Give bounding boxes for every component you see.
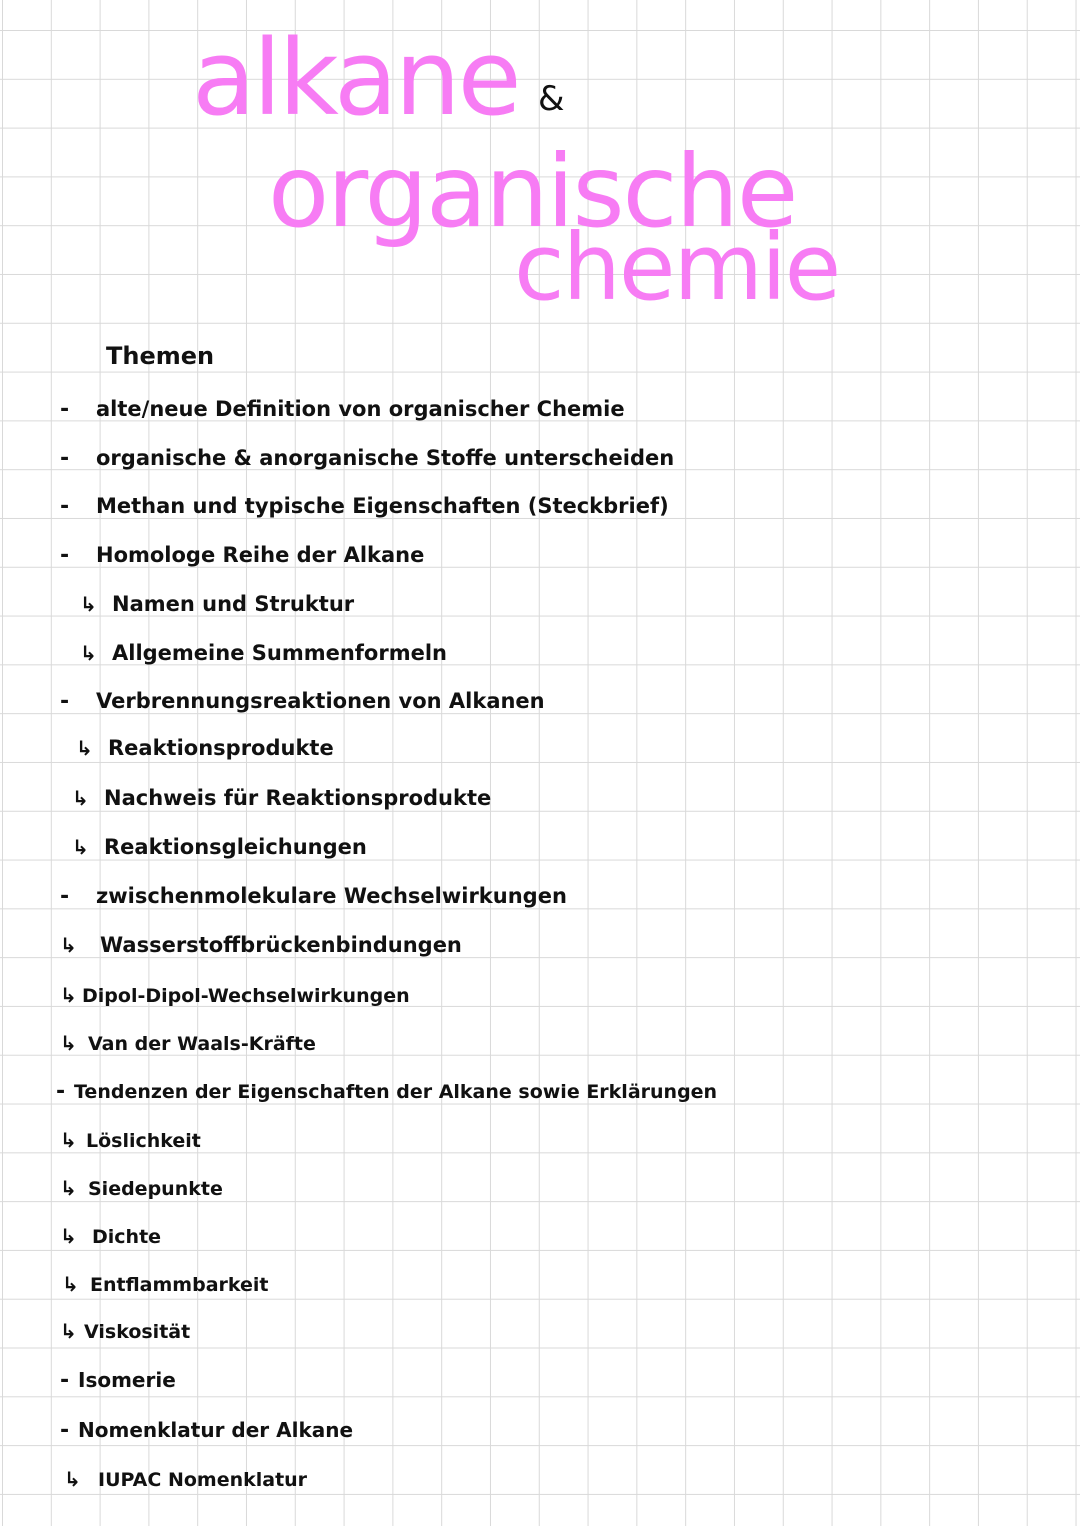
- title-line-organische: organische: [268, 133, 797, 250]
- topic-text: Löslichkeit: [86, 1130, 201, 1152]
- topic-item: [60, 543, 424, 568]
- topic-text: Verbrennungsreaktionen von Alkanen: [96, 689, 545, 713]
- topic-item: [60, 1368, 176, 1393]
- topic-text: Nachweis für Reaktionsprodukte: [104, 786, 492, 810]
- subitem-arrow-icon: ↳: [60, 1224, 77, 1248]
- topic-item: [60, 446, 674, 471]
- title-line-alkane: alkane: [192, 17, 519, 139]
- topic-text: Homologe Reihe der Alkane: [96, 543, 425, 567]
- topic-subitem: [60, 1031, 316, 1055]
- dash-bullet-icon: -: [60, 1418, 70, 1443]
- topic-text: zwischenmolekulare Wechselwirkungen: [96, 884, 567, 908]
- dash-bullet-icon: -: [60, 397, 70, 422]
- subitem-arrow-icon: ↳: [60, 1319, 77, 1343]
- title-ampersand: &: [538, 79, 565, 119]
- topic-text: Dipol-Dipol-Wechselwirkungen: [82, 985, 410, 1007]
- topics-heading: Themen: [106, 342, 215, 370]
- topic-subitem: [80, 592, 354, 616]
- topic-item: [60, 397, 625, 422]
- subitem-arrow-icon: ↳: [72, 786, 89, 810]
- topic-text: Methan und typische Eigenschaften (Steckbrief): [96, 494, 669, 518]
- topic-text: Entflammbarkeit: [90, 1274, 269, 1296]
- topic-item: [60, 689, 545, 714]
- topic-item: [60, 494, 669, 519]
- subitem-arrow-icon: ↳: [60, 1176, 77, 1200]
- topic-subitem: [60, 1128, 201, 1152]
- topic-subitem: [76, 736, 334, 760]
- subitem-arrow-icon: ↳: [64, 1467, 81, 1491]
- topic-text: Reaktionsprodukte: [108, 736, 334, 760]
- topic-subitem: [62, 1272, 269, 1296]
- subitem-arrow-icon: ↳: [76, 736, 93, 760]
- topic-item: [56, 1079, 717, 1104]
- topic-text: Siedepunkte: [88, 1178, 223, 1200]
- topic-text: Wasserstoffbrückenbindungen: [100, 933, 462, 957]
- topic-text: IUPAC Nomenklatur: [98, 1469, 308, 1491]
- topic-text: Namen und Struktur: [112, 592, 355, 616]
- dash-bullet-icon: -: [60, 1368, 70, 1393]
- topic-item: [60, 884, 567, 909]
- topic-subitem: [60, 983, 410, 1007]
- topic-subitem: [64, 1467, 307, 1491]
- topic-text: Tendenzen der Eigenschaften der Alkane sowie Erklärungen: [74, 1081, 718, 1103]
- topic-subitem: [80, 641, 447, 665]
- topic-text: alte/neue Definition von organischer Chemie: [96, 397, 625, 421]
- subitem-arrow-icon: ↳: [80, 592, 97, 616]
- topic-text: Allgemeine Summenformeln: [112, 641, 447, 665]
- topic-text: Nomenklatur der Alkane: [78, 1418, 354, 1442]
- dash-bullet-icon: -: [56, 1079, 66, 1104]
- topic-text: Isomerie: [78, 1368, 176, 1392]
- topic-text: Viskosität: [84, 1321, 191, 1343]
- subitem-arrow-icon: ↳: [60, 1128, 77, 1152]
- topic-text: organische & anorganische Stoffe unterscheiden: [96, 446, 675, 470]
- dash-bullet-icon: -: [60, 543, 70, 568]
- subitem-arrow-icon: ↳: [60, 983, 77, 1007]
- dash-bullet-icon: -: [60, 494, 70, 519]
- dash-bullet-icon: -: [60, 446, 70, 471]
- topic-text: Van der Waals-Kräfte: [88, 1033, 316, 1055]
- topic-subitem: [72, 835, 367, 859]
- topic-subitem: [60, 1176, 223, 1200]
- dash-bullet-icon: -: [60, 689, 70, 714]
- subitem-arrow-icon: ↳: [60, 1031, 77, 1055]
- dash-bullet-icon: -: [60, 884, 70, 909]
- title-line-chemie: chemie: [514, 214, 840, 321]
- subitem-arrow-icon: ↳: [62, 1272, 79, 1296]
- topic-subitem: [60, 933, 462, 957]
- topic-subitem: [60, 1319, 190, 1343]
- subitem-arrow-icon: ↳: [60, 933, 77, 957]
- topic-item: [60, 1418, 353, 1443]
- topic-subitem: [72, 786, 491, 810]
- subitem-arrow-icon: ↳: [80, 641, 97, 665]
- subitem-arrow-icon: ↳: [72, 835, 89, 859]
- topic-subitem: [60, 1224, 161, 1248]
- topic-text: Dichte: [92, 1226, 162, 1248]
- topic-text: Reaktionsgleichungen: [104, 835, 367, 859]
